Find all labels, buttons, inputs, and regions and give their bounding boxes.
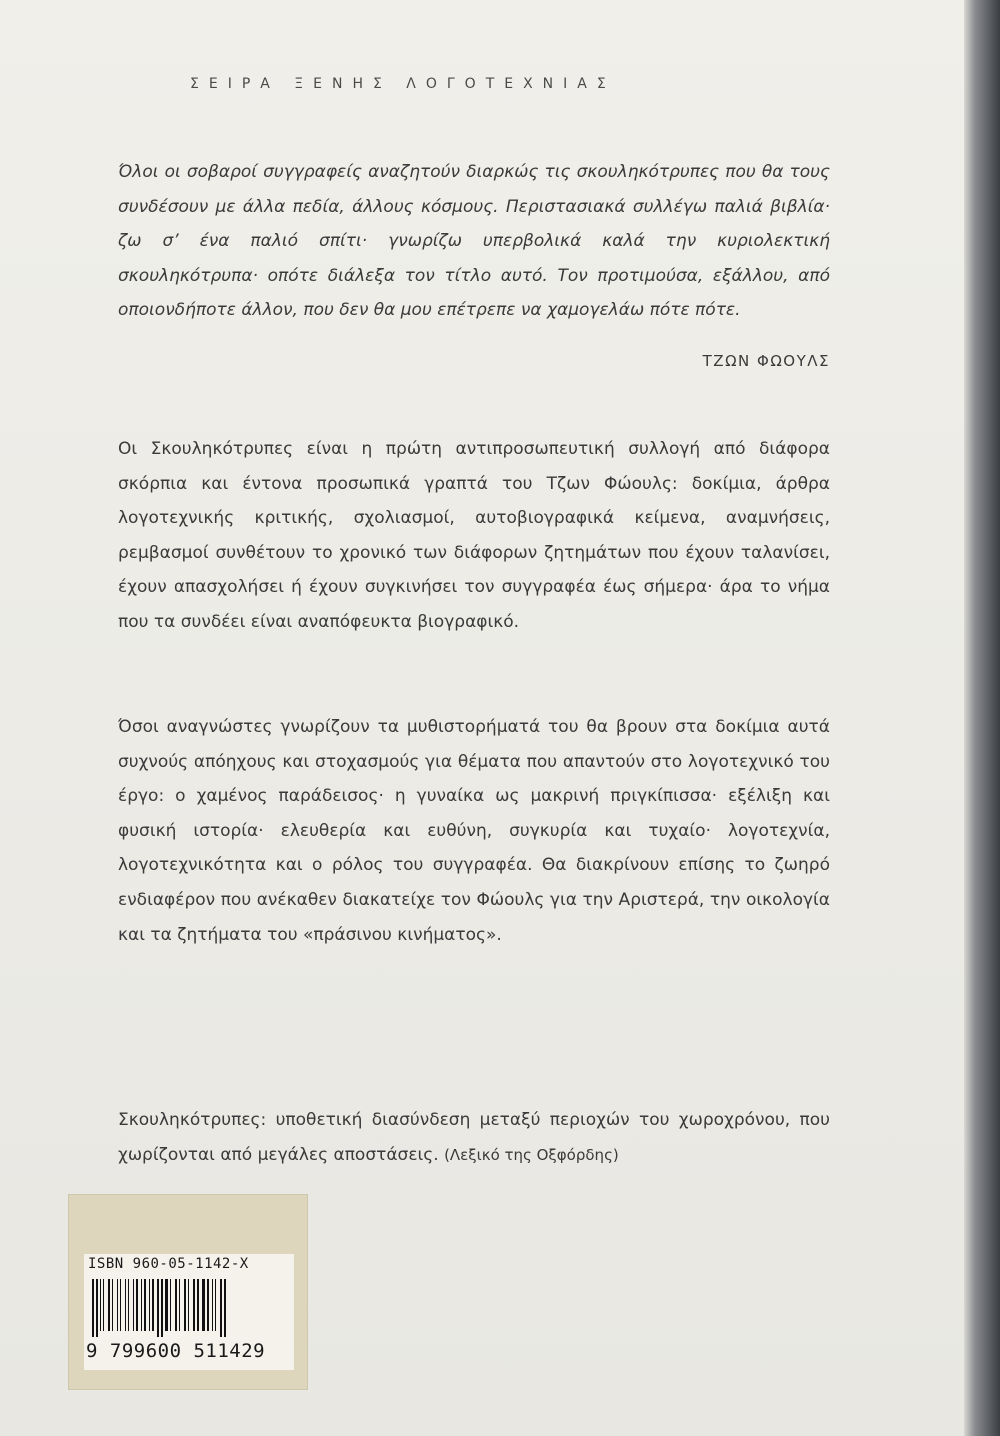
author-quote: Όλοι οι σοβαροί συγγραφείς αναζητούν διαρκώς τις σκουληκότρυπες που θα τους συνδέσουν με άλλα πεδία, άλλους κόσμους. Περιστασιακά συλλέγω παλιά βιβλία· ζω σ’ ένα παλιό σπίτι· γνωρίζω υπερβολικά καλά την κυριολεκτική σκουληκότρυπα· οπότε διάλεξα τον τίτλο αυτό. Τον προτιμούσα, εξάλλου, από οποιονδήποτε άλλον, που δεν θα μου επέτρεπε να χαμογελάω πότε πότε. [118, 162, 830, 321]
barcode-bar [103, 1279, 104, 1331]
barcode-bar [202, 1279, 205, 1331]
barcode-bar [179, 1279, 180, 1331]
barcode-bar [128, 1279, 129, 1331]
barcode-bar [170, 1279, 171, 1331]
barcode-bar [144, 1279, 146, 1331]
barcode-bar [141, 1279, 142, 1331]
isbn-number: ISBN 960-05-1142-X [88, 1256, 249, 1272]
barcode-bar [120, 1279, 121, 1331]
barcode-bar [149, 1279, 150, 1331]
barcode-bar [108, 1279, 110, 1331]
barcode-bar [117, 1279, 118, 1331]
barcode-bar [161, 1279, 163, 1337]
barcode-bar [207, 1279, 209, 1331]
description-paragraph-1: Οι Σκουληκότρυπες είναι η πρώτη αντιπροσωπευτική συλλογή από διάφορα σκόρπια και έντονα προσωπικά γραπτά του Τζων Φώουλς: δοκίμια, άρθρα λογοτεχνικής κριτικής, σχολιασμοί, αυτοβιογραφικά κείμενα, αναμνήσεις, ρεμβασμοί συνθέτουν το χρονικό των διάφορων ζητημάτων που έχουν ταλανίσει, έχουν απασχολήσει ή έχουν συγκινήσει τον συγγραφέα έως σήμερα· άρα το νήμα που τα συνδέει είναι αναπόφευκτα βιογραφικό. [118, 439, 830, 632]
barcode-bars [88, 1279, 288, 1337]
barcode-bar [193, 1279, 195, 1331]
barcode-bar [112, 1279, 113, 1331]
barcode-bar [152, 1279, 154, 1331]
barcode-bar [96, 1279, 98, 1337]
barcode-bar [212, 1279, 213, 1331]
definition-text: Σκουληκότρυπες: υποθετική διασύνδεση μεταξύ περιοχών του χωροχρόνου, που χωρίζονται από μεγάλες αποστάσεις. [118, 1110, 830, 1165]
barcode-bar [197, 1279, 199, 1331]
barcode-bar [125, 1279, 126, 1331]
barcode-bar [100, 1279, 101, 1331]
barcode-bar [224, 1279, 226, 1337]
barcode-bar [157, 1279, 159, 1337]
barcode-bar [184, 1279, 186, 1331]
ean-number: 9 799600 511429 [86, 1340, 266, 1362]
description-paragraph-2: Όσοι αναγνώστες γνωρίζουν τα μυθιστορήματά του θα βρουν στα δοκίμια αυτά συχνούς απόηχους και στοχασμούς για θέματα που απαντούν στο λογοτεχνικό του έργο: ο χαμένος παράδεισος· η γυναίκα ως μακρινή πριγκίπισσα· εξέλιξη και φυσική ιστορία· ελευθερία και ευθύνη, συγκυρία και τυχαίο· λογοτεχνία, λογοτεχνικότητα και ο ρόλος του συγγραφέα. Θα διακρίνουν επίσης το ζωηρό ενδιαφέρον που ανέκαθεν διακατείχε τον Φώουλς για την Αριστερά, την οικολογία και τα ζητήματα του «πράσινου κινήματος». [118, 717, 830, 945]
barcode-bar [188, 1279, 189, 1331]
definition [118, 1103, 830, 1172]
barcode-bar [165, 1279, 168, 1331]
quote-author: ΤΖΩΝ ΦΩΟΥΛΣ [702, 352, 830, 370]
barcode-bar [175, 1279, 177, 1331]
barcode-bar [92, 1279, 94, 1337]
definition-source: (Λεξικό της Οξφόρδης) [444, 1145, 619, 1164]
barcode-bar [215, 1279, 216, 1331]
barcode-bar [133, 1279, 134, 1331]
barcode-bar [220, 1279, 222, 1337]
cover-edge-shadow [964, 0, 1000, 1436]
series-title: ΣΕΙΡΑ ΞΕΝΗΣ ΛΟΓΟΤΕΧΝΙΑΣ [190, 76, 616, 92]
barcode-bar [136, 1279, 138, 1331]
